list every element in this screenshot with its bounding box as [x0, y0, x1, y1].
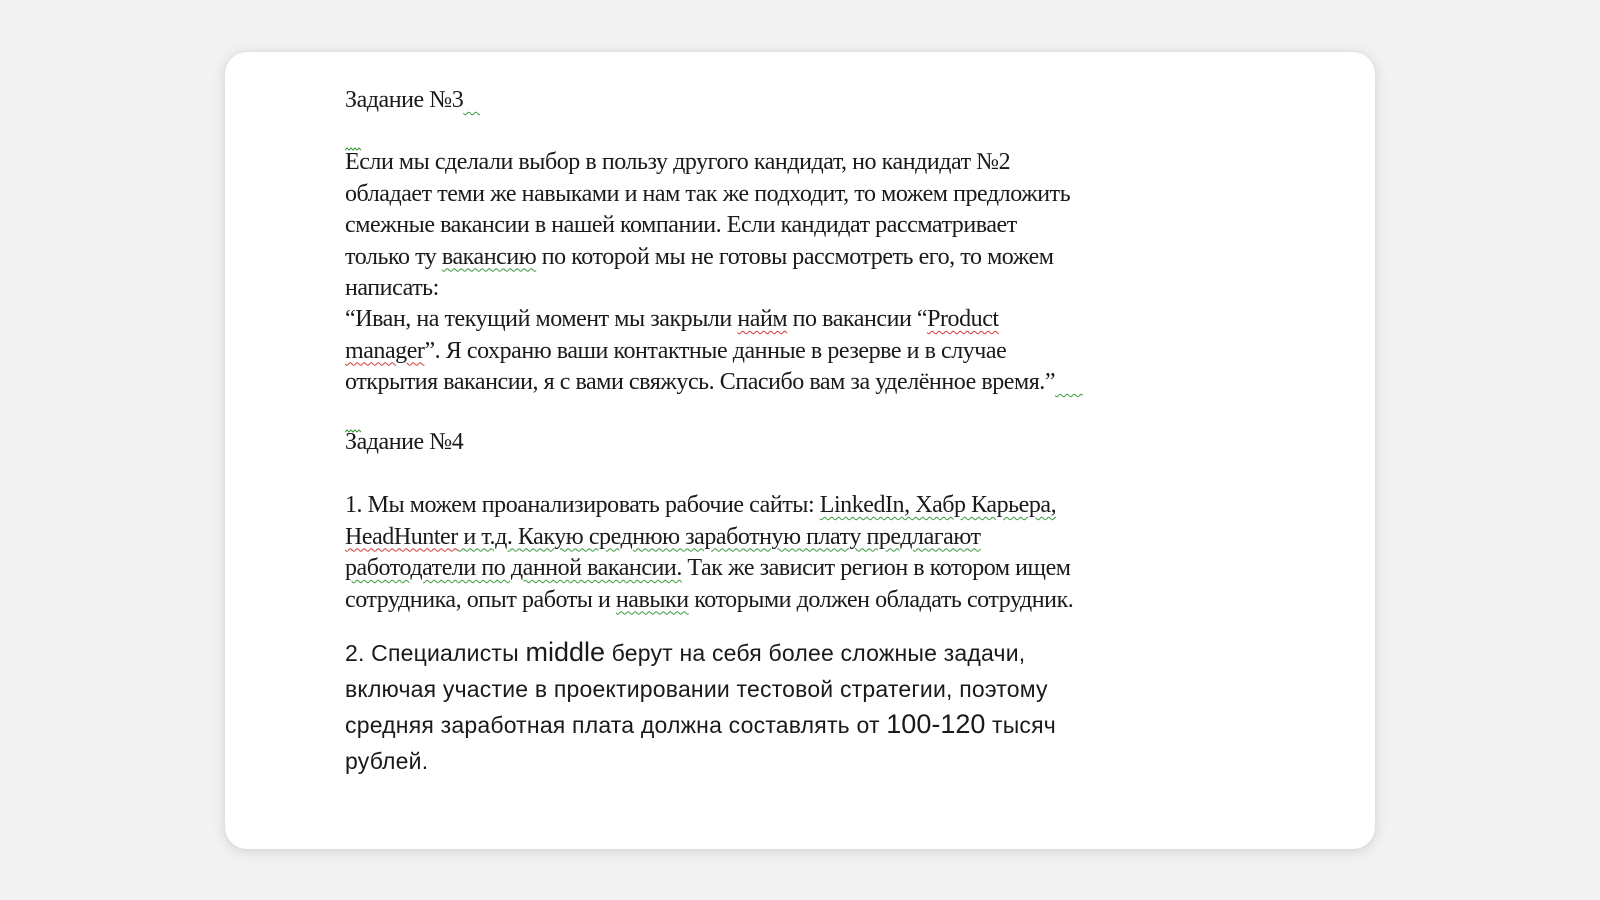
task3-quote: “Иван, на текущий момент мы закрыли найм по вакансии “Product manager”. Я сохраню ваши контактные данные в резерве и в случае открытия вакансии, я с вами свяжусь. Спасибо вам за уделённое время.” — [345, 304, 1083, 399]
spelling-flagged-word: найм — [737, 306, 788, 332]
task3-paragraph: Если мы сделали выбор в пользу другого кандидат, но кандидат №2 обладает теми же навыками и нам так же подходит, то можем предложить смежные вакансии в нашей компании. Если кандидат рассматривает только ту вакансию по которой мы не готовы рассмотреть его, то можем написать: — [345, 149, 1071, 301]
grammar-flagged-text: LinkedIn, Хабр Карьера, — [819, 492, 1057, 518]
spelling-flagged-word: manager — [345, 337, 425, 364]
spelling-flagged-word: Product — [927, 306, 999, 332]
spelling-flagged-word: HeadHunter — [345, 523, 458, 550]
grammar-flagged-word: навыки — [615, 586, 689, 613]
grammar-squiggle-mark — [1055, 369, 1083, 395]
task4-item-2: 2. Специалисты middle берут на себя более сложные задачи, включая участие в проектировании тестовой стратегии, поэтому средняя заработная плата должна составлять от 100-120 тысяч рублей. — [345, 637, 1056, 774]
task3-heading: Задание №3 — [345, 85, 480, 117]
task4-heading: Задание №4 — [345, 429, 464, 455]
task4-item-1: 1. Мы можем проанализировать рабочие сайты: LinkedIn, Хабр Карьера, HeadHunter и т.д. Какую среднюю заработную плату предлагают работодатели по данной вакансии. Так же зависит регион в котором ищем сотрудника, опыт работы и навыки которыми должен обладать сотрудник. — [345, 492, 1074, 613]
grammar-flagged-word: вакансию — [441, 243, 537, 270]
grammar-flagged-text: работодатели по данной вакансии. — [345, 555, 682, 581]
grammar-flagged-text: и т.д. Какую среднюю заработную плату предлагают — [457, 523, 981, 550]
grammar-squiggle-mark — [463, 87, 480, 113]
